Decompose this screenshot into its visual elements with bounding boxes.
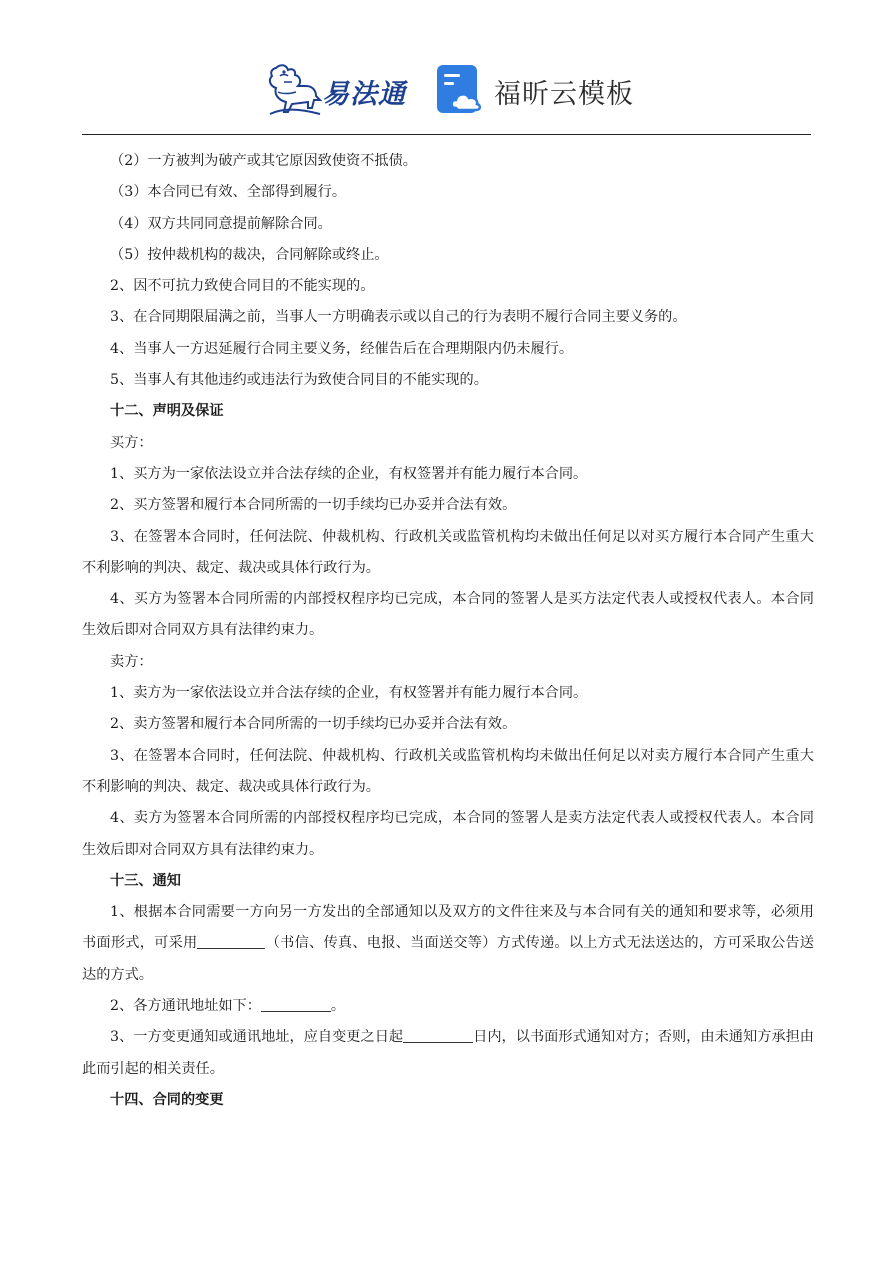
page-header <box>0 0 893 136</box>
clause-paragraph: 3、在合同期限届满之前，当事人一方明确表示或以自己的行为表明不履行合同主要义务的。 <box>110 309 687 326</box>
notice-clause-1 <box>82 897 814 991</box>
contract-body <box>82 146 814 1116</box>
days-blank[interactable] <box>403 1028 473 1043</box>
notice-2-text-before: 2、各方通讯地址如下： <box>110 998 261 1015</box>
section-heading: 十三、通知 <box>110 872 181 889</box>
clause-paragraph: 4、卖方为签署本合同所需的内部授权程序均已完成，本合同的签署人是卖方法定代表人或授权代表人。本合同生效后即对合同双方具有法律约束力。 <box>82 810 814 858</box>
party-label: 卖方： <box>110 653 153 670</box>
notice-3-text-before: 3、一方变更通知或通讯地址，应自变更之日起 <box>110 1029 404 1046</box>
clause-paragraph: （5）按仲裁机构的裁决，合同解除或终止。 <box>110 246 389 263</box>
address-blank[interactable] <box>261 997 331 1012</box>
clause-paragraph: 2、因不可抗力致使合同目的不能实现的。 <box>110 278 375 295</box>
notice-3-text-after: 日内，以书面形式通知对方；否则，由未通知方承担由此而引起的相关责任。 <box>82 1029 814 1077</box>
qilin-emblem-icon <box>262 62 324 120</box>
clause-paragraph: （4）双方共同同意提前解除合同。 <box>110 215 332 232</box>
party-label: 买方： <box>110 434 153 451</box>
notice-1-text-after: （书信、传真、电报、当面送交等）方式传递。以上方式无法送达的，方可采取公告送达的方式。 <box>82 935 814 983</box>
clause-paragraph: 5、当事人有其他违约或违法行为致使合同目的不能实现的。 <box>110 372 488 389</box>
clause-paragraph: （2）一方被判为破产或其它原因致使资不抵债。 <box>110 153 417 169</box>
yifatong-logo <box>262 62 412 120</box>
header-divider <box>82 134 811 135</box>
document-cloud-icon <box>436 64 486 116</box>
clause-paragraph: 2、买方签署和履行本合同所需的一切手续均已办妥并合法有效。 <box>110 497 517 514</box>
notice-clause-3 <box>82 1022 814 1085</box>
notice-2-text-after: 。 <box>330 998 346 1015</box>
section-heading: 十四、合同的变更 <box>110 1091 224 1108</box>
clause-paragraph: 2、卖方签署和履行本合同所需的一切手续均已办妥并合法有效。 <box>110 716 517 733</box>
clause-paragraph: 3、在签署本合同时，任何法院、仲裁机构、行政机关或监管机构均未做出任何足以对买方履行本合同产生重大不利影响的判决、裁定、裁决或具体行政行为。 <box>82 528 814 576</box>
logo-right-text: 福昕云模板 <box>494 79 634 110</box>
clause-paragraph: 1、卖方为一家依法设立并合法存续的企业，有权签署并有能力履行本合同。 <box>110 685 588 702</box>
delivery-method-blank[interactable] <box>197 934 265 949</box>
clause-paragraph: 3、在签署本合同时，任何法院、仲裁机构、行政机关或监管机构均未做出任何足以对卖方履行本合同产生重大不利影响的判决、裁定、裁决或具体行政行为。 <box>82 747 814 795</box>
section-heading: 十二、声明及保证 <box>110 403 224 420</box>
clause-paragraph: （3）本合同已有效、全部得到履行。 <box>110 184 347 201</box>
clause-paragraph: 4、当事人一方迟延履行合同主要义务，经催告后在合理期限内仍未履行。 <box>110 340 574 357</box>
notice-clause-2 <box>82 991 814 1022</box>
fuxin-cloud-template-logo <box>436 64 636 120</box>
notice-1-text-before: 1、根据本合同需要一方向另一方发出的全部通知以及双方的文件往来及与本合同有关的通知和要求等，必须用书面形式，可采用 <box>82 904 814 952</box>
clause-paragraph: 1、买方为一家依法设立并合法存续的企业，有权签署并有能力履行本合同。 <box>110 465 588 482</box>
logo-left-text: 易法通 <box>322 79 406 110</box>
clause-paragraph: 4、买方为签署本合同所需的内部授权程序均已完成，本合同的签署人是买方法定代表人或授权代表人。本合同生效后即对合同双方具有法律约束力。 <box>82 591 814 639</box>
